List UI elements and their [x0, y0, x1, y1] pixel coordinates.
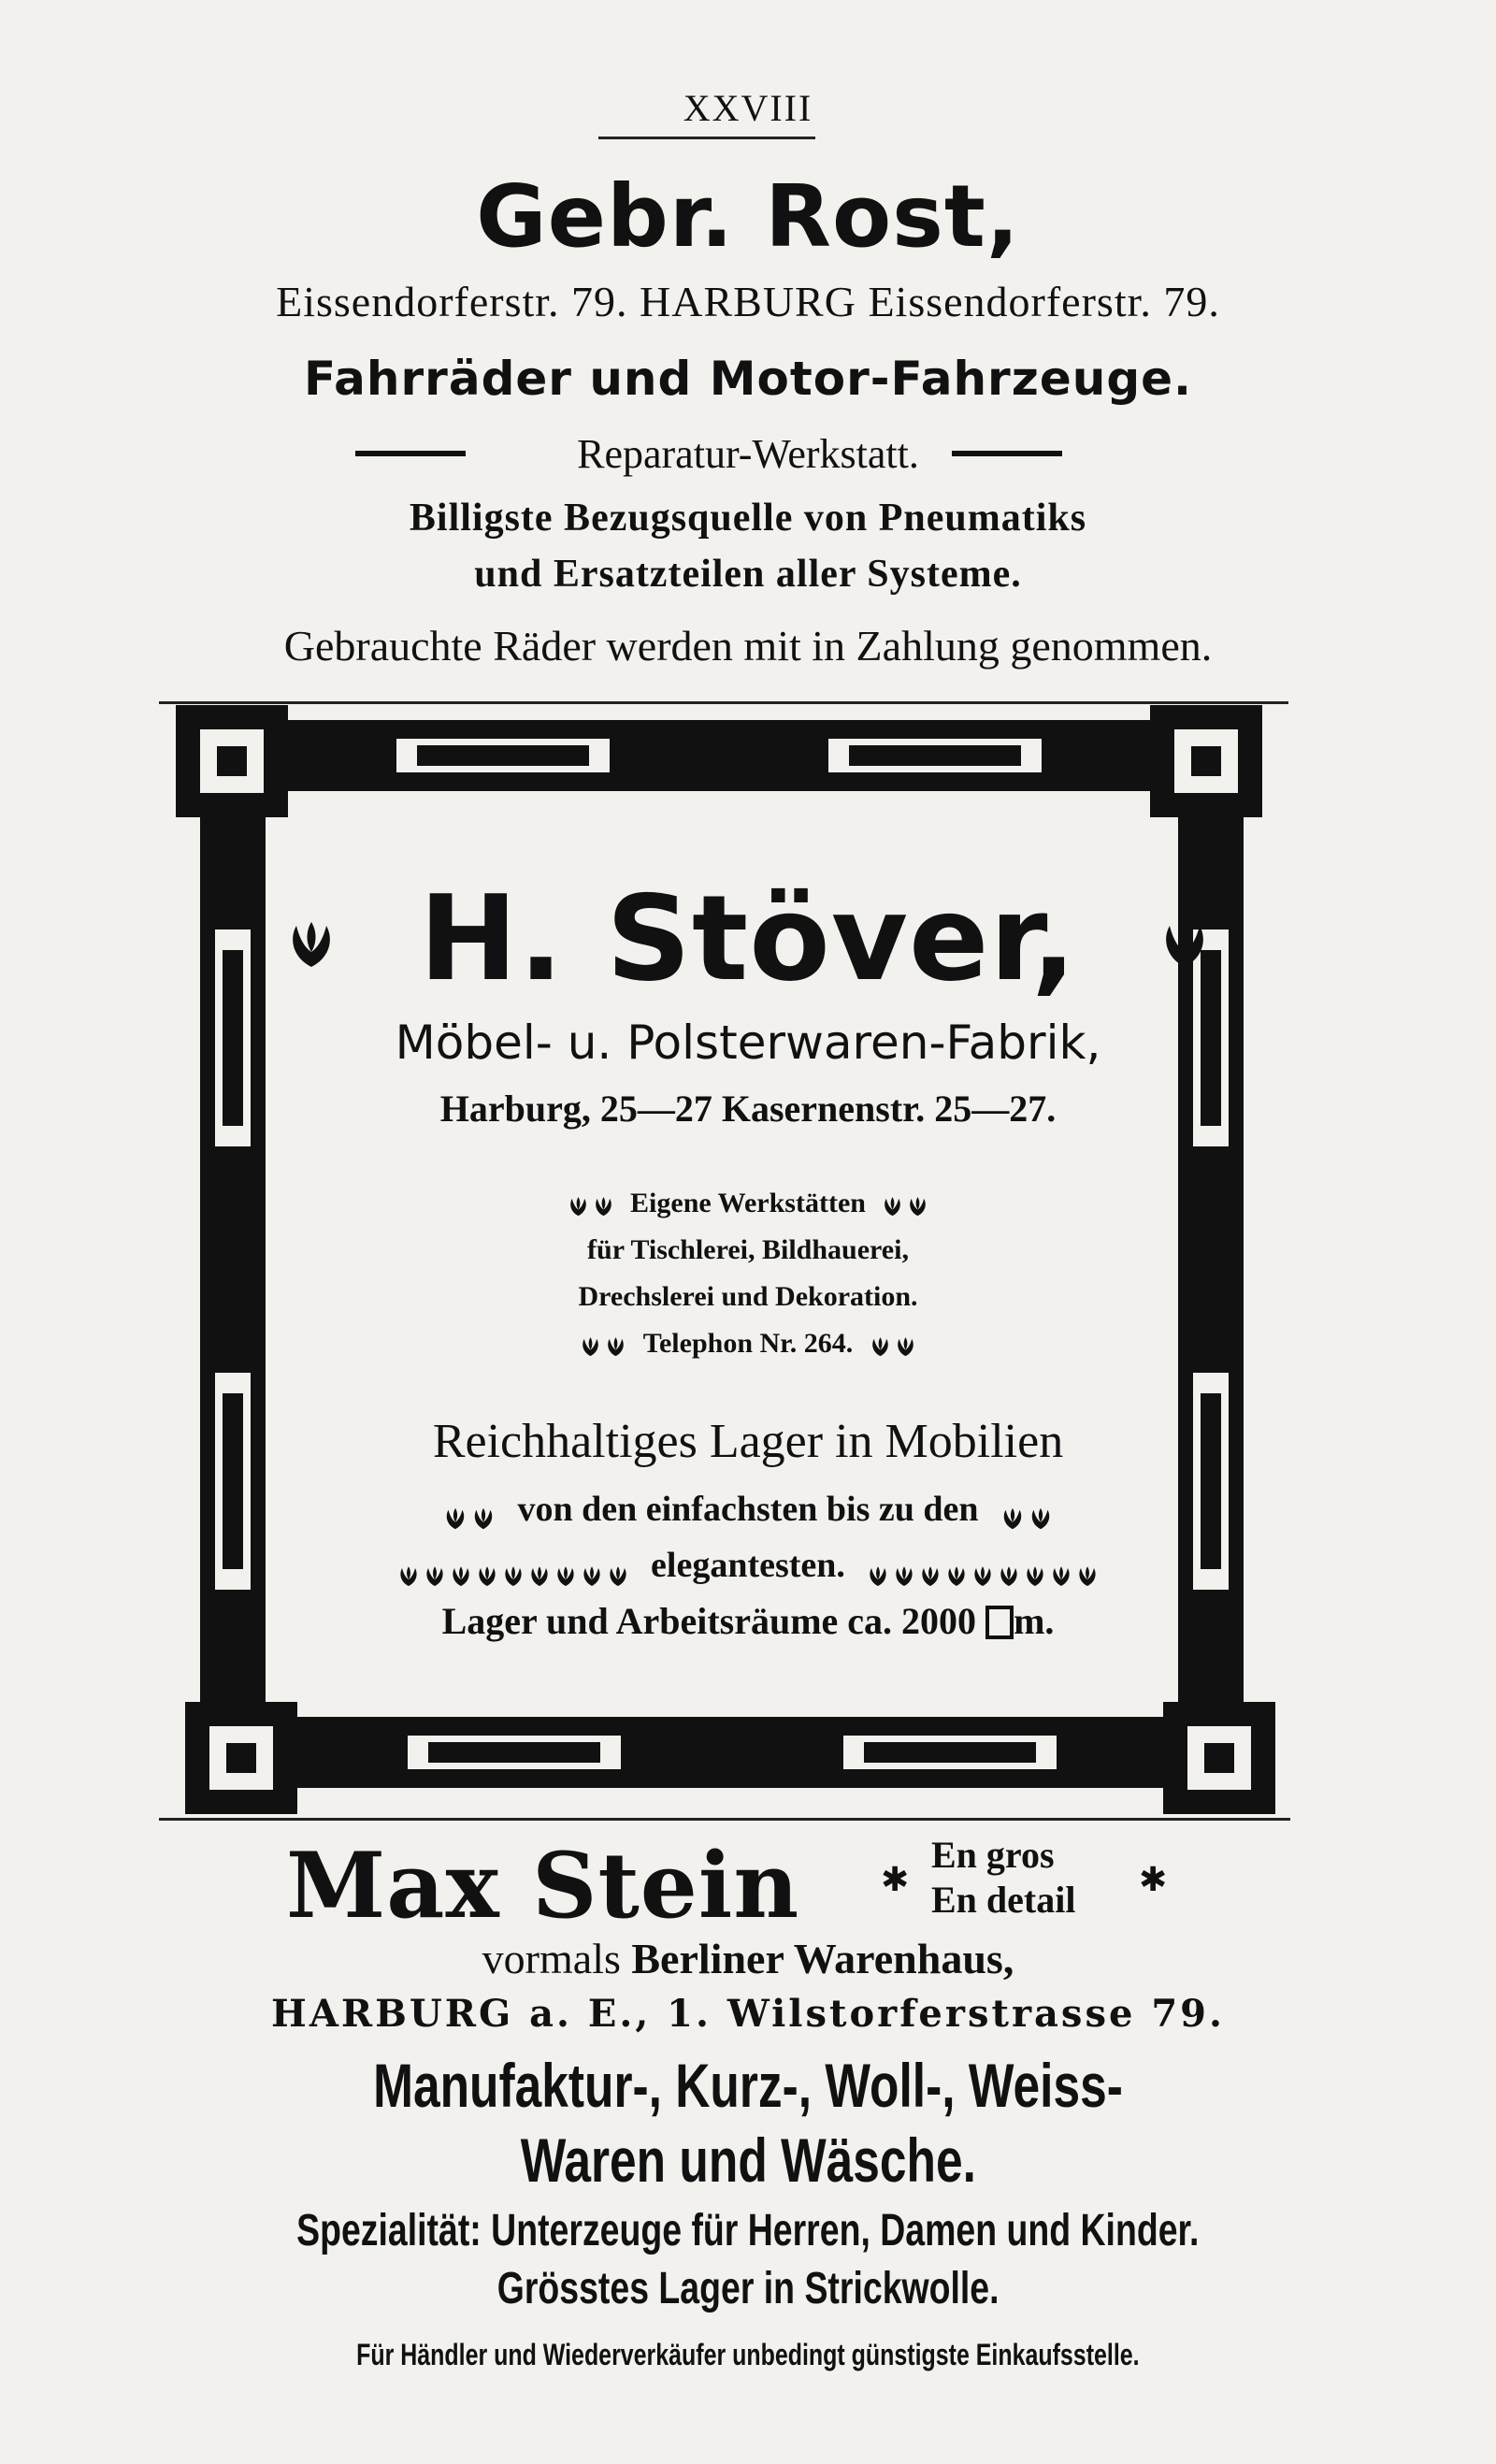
lotus-ornament-icon [396, 1557, 421, 1580]
frame-bottom [187, 1717, 1272, 1788]
lotus-ornament-icon [869, 1334, 892, 1357]
asterisk-ornament-icon: ✱ [1139, 1861, 1168, 1899]
stoever-subtitle: Möbel- u. Polsterwaren-Fabrik, [395, 1016, 1101, 1070]
frame-corner-bottom-right [1163, 1702, 1275, 1814]
frame-bottom-bar-right [864, 1742, 1036, 1763]
stoever-name-line [0, 870, 1496, 1007]
stoever-workshop-line-3: Drechslerei und Dekoration. [578, 1281, 918, 1312]
lotus-ornament-icon [449, 1557, 473, 1580]
lotus-ornament-icon [475, 1557, 499, 1580]
rost-address: Eissendorferstr. 79. HARBURG Eissendorferstr. 79. [276, 278, 1220, 325]
rost-repair-workshop: Reparatur-Werkstatt. [577, 431, 919, 477]
stein-trade-type [931, 1833, 1075, 1923]
stoever-stock-line-4 [0, 1599, 1496, 1643]
lotus-ornament-icon [1075, 1557, 1100, 1580]
lotus-ornament-icon [554, 1557, 578, 1580]
lotus-ornament-icon [1049, 1557, 1073, 1580]
page-number-rule [598, 137, 815, 139]
lotus-ornament-icon [423, 1557, 447, 1580]
frame-corner-bottom-left [185, 1702, 297, 1814]
stoever-address: Harburg, 25—27 Kasernenstr. 25—27. [439, 1088, 1057, 1130]
lotus-ornament-icon [567, 1194, 590, 1217]
lotus-ornament-icon [971, 1557, 995, 1580]
lotus-ornament-icon [1000, 1500, 1026, 1524]
rost-company-name: Gebr. Rost, [476, 166, 1020, 267]
rost-line-3: Gebrauchte Räder werden mit in Zahlung genommen. [283, 622, 1213, 670]
lotus-ornament-row [396, 1546, 631, 1585]
frame-bottom-bar-left [428, 1742, 600, 1763]
lotus-ornament-icon [579, 1334, 602, 1357]
stoever-stock-area: Lager und Arbeitsräume ca. 2000 [441, 1600, 977, 1642]
lotus-ornament-icon [592, 1194, 615, 1217]
lotus-ornament-icon [997, 1557, 1021, 1580]
stein-goods-line-1 [0, 2050, 1496, 2121]
lotus-ornament-icon [604, 1334, 627, 1357]
lotus-ornament-icon [580, 1557, 604, 1580]
stoever-workshop-line-1 [0, 1188, 1496, 1219]
asterisk-ornament-icon: ✱ [881, 1861, 910, 1899]
frame-top [178, 720, 1262, 791]
stoever-stock-text-3: elegantesten. [651, 1546, 845, 1585]
rost-tagline: Fahrräder und Motor-Fahrzeuge. [303, 352, 1193, 406]
stoever-telephon-line [0, 1328, 1496, 1360]
stein-goods-line-2 [0, 2125, 1496, 2196]
stein-former-name: Berliner Warenhaus, [631, 1935, 1014, 1982]
lotus-ornament-icon [866, 1557, 890, 1580]
stein-company-name: Max Stein [286, 1833, 800, 1938]
frame-top-bar-right [849, 745, 1021, 766]
stein-formerly: vormals [482, 1935, 621, 1982]
lotus-ornament-icon [892, 1557, 916, 1580]
stein-specialty [0, 2205, 1496, 2256]
rost-line-1: Billigste Bezugsquelle von Pneumatiks [409, 497, 1087, 540]
lotus-ornament-icon [881, 1194, 904, 1217]
stein-goods-text-1: Manufaktur-, Kurz-, Woll-, Weiss- [373, 2051, 1123, 2120]
lotus-ornament-icon [442, 1500, 468, 1524]
stoever-stock-line-1: Reichhaltiges Lager in Mobilien [432, 1415, 1064, 1468]
frame-corner-top-left [176, 705, 288, 817]
frame-top-bar-left [417, 745, 589, 766]
lotus-ornament-icon [1157, 920, 1213, 973]
stoever-stock-line-2 [0, 1489, 1496, 1530]
stein-en-gros: En gros [931, 1834, 1055, 1876]
stoever-company-name: H. Stöver, [419, 870, 1077, 1007]
lotus-ornament-icon [501, 1557, 525, 1580]
stoever-workshop-line-2: für Tischlerei, Bildhauerei, [587, 1234, 909, 1265]
stein-en-detail: En detail [931, 1879, 1076, 1921]
repair-right-dash [952, 451, 1062, 456]
lotus-ornament-icon [894, 1334, 917, 1357]
divider-rule [159, 1818, 1290, 1821]
lotus-ornament-icon [906, 1194, 929, 1217]
frame-corner-top-right [1150, 705, 1262, 817]
stein-formerly-line [0, 1934, 1496, 1983]
stein-specialty-text: Spezialität: Unterzeuge für Herren, Damen und Kinder. [296, 2206, 1200, 2255]
lotus-ornament-icon [606, 1557, 630, 1580]
stoever-telephon: Telephon Nr. 264. [642, 1328, 854, 1359]
stoever-stock-unit: m. [1014, 1600, 1055, 1642]
divider-rule [159, 701, 1288, 704]
stoever-workshop-text-1: Eigene Werkstätten [630, 1188, 866, 1218]
stein-largest-stock [0, 2263, 1496, 2314]
stoever-stock-text-2: von den einfachsten bis zu den [517, 1490, 979, 1529]
stein-dealer-note-text: Für Händler und Wiederverkäufer unbedingt günstigste Einkaufsstelle. [356, 2338, 1140, 2371]
lotus-ornament-row [865, 1546, 1100, 1585]
stein-address: HARBURG a. E., 1. Wilstorferstrasse 79. [271, 1992, 1225, 2036]
square-meter-icon [985, 1606, 1014, 1639]
lotus-ornament-icon [283, 920, 339, 973]
page-number: XXVIII [683, 87, 813, 129]
lotus-ornament-icon [1023, 1557, 1047, 1580]
stein-goods-text-2: Waren und Wäsche. [520, 2125, 976, 2195]
stein-dealer-note [0, 2338, 1496, 2372]
lotus-ornament-icon [918, 1557, 942, 1580]
lotus-ornament-icon [1028, 1500, 1054, 1524]
rost-line-2: und Ersatzteilen aller Systeme. [474, 553, 1022, 596]
lotus-ornament-icon [470, 1500, 496, 1524]
stoever-stock-line-3 [0, 1545, 1496, 1586]
stein-largest-stock-text: Grösstes Lager in Strickwolle. [496, 2264, 1000, 2313]
lotus-ornament-icon [527, 1557, 552, 1580]
lotus-ornament-icon [944, 1557, 969, 1580]
